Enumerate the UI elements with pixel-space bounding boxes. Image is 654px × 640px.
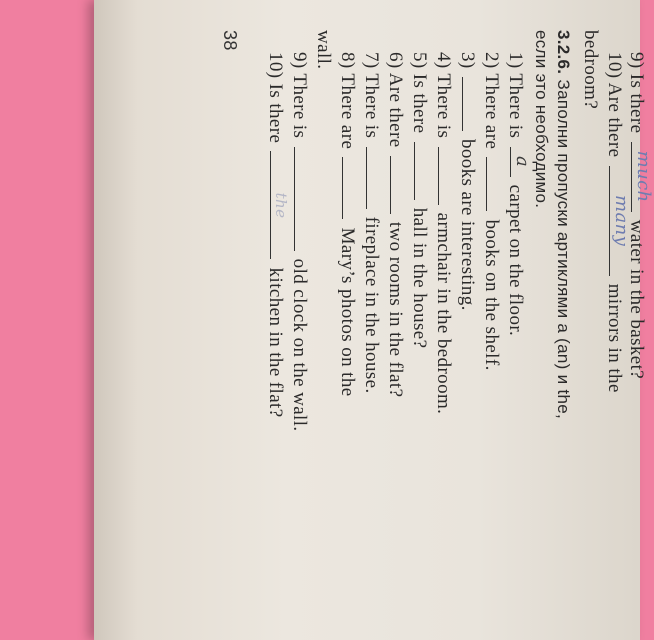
exercise-item-8 xyxy=(338,52,357,397)
item10-prev-blank xyxy=(609,166,632,276)
page-number: 38 xyxy=(220,30,240,51)
item-answer: the xyxy=(272,192,290,219)
exercise-item-3 xyxy=(458,52,477,311)
exercise-item-5 xyxy=(410,52,429,348)
item-suffix: carpet on the floor. xyxy=(505,184,526,337)
item-suffix: two rooms in the flat? xyxy=(385,221,406,398)
item-blank xyxy=(390,156,405,214)
item-prefix: 4) There is xyxy=(433,52,454,139)
item10-prev-prefix: 10) Are there xyxy=(604,52,625,158)
exercise-item-8-continuation: wall. xyxy=(313,30,334,70)
item-suffix: fireplace in the house. xyxy=(361,216,382,394)
item-prefix: 9) There is xyxy=(289,52,310,139)
exercise-instruction-1: Заполни пропуски артиклями a (an) и the, xyxy=(554,79,573,420)
exercise-item-10 xyxy=(265,52,290,418)
item10-prev-line xyxy=(604,52,632,393)
item-blank xyxy=(486,157,501,211)
item-prefix: 7) There is xyxy=(361,52,382,139)
exercise-item-2 xyxy=(482,52,501,371)
exercise-item-9 xyxy=(290,52,309,432)
exercise-number: 3.2.6. xyxy=(554,30,573,75)
exercise-item-4 xyxy=(434,52,453,414)
item-blank xyxy=(462,77,477,131)
item-blank xyxy=(366,147,381,209)
exercise-item-6 xyxy=(386,52,405,397)
item-blank xyxy=(294,147,309,251)
top-fragment-answer: much xyxy=(633,150,654,203)
item10-prev-suffix: mirrors in the xyxy=(604,283,625,393)
item-suffix: books on the shelf. xyxy=(481,219,502,371)
item-prefix: 10) Is there xyxy=(265,52,286,144)
item-prefix: 1) There is xyxy=(505,52,526,139)
item-blank xyxy=(438,147,453,205)
item-suffix: hall in the house? xyxy=(409,207,430,349)
item-prefix: 8) There are xyxy=(337,52,358,150)
exercise-item-7 xyxy=(362,52,381,394)
item-blank xyxy=(270,151,290,259)
item-prefix: 3) xyxy=(457,52,478,69)
top-fragment-suffix: water in the basket? xyxy=(626,219,647,380)
item-prefix: 6) Are there xyxy=(385,52,406,148)
item-suffix: old clock on the wall. xyxy=(289,258,310,432)
item-answer: a xyxy=(512,155,533,168)
item10-prev-answer: many xyxy=(611,195,632,247)
item-blank xyxy=(510,147,533,177)
top-fragment-prefix: 9) Is there xyxy=(626,52,647,134)
exercise-heading xyxy=(554,30,573,419)
rotated-page-content xyxy=(94,0,654,640)
item-blank xyxy=(414,142,429,200)
item-blank xyxy=(342,157,357,219)
item-suffix: kitchen in the flat? xyxy=(265,267,286,418)
item-prefix: 2) There are xyxy=(481,52,502,150)
item-prefix: 5) Is there xyxy=(409,52,430,134)
exercise-instruction-2: если это необходимо. xyxy=(532,30,551,209)
item-suffix: armchair in the bedroom. xyxy=(433,212,454,415)
item-suffix: books are interesting. xyxy=(457,138,478,311)
item10-prev-continuation: bedroom? xyxy=(580,30,601,110)
exercise-item-1 xyxy=(505,52,533,337)
top-fragment-blank xyxy=(631,142,654,212)
item-suffix: Mary’s photos on the xyxy=(337,227,358,397)
